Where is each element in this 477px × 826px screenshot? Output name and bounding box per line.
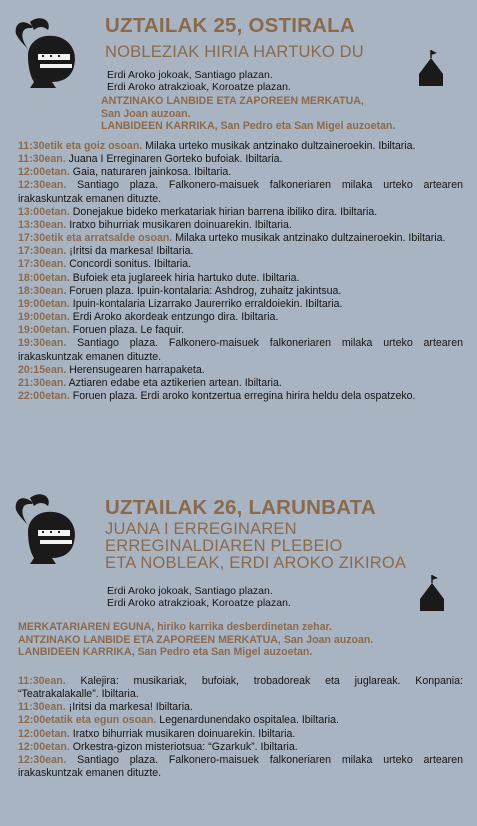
event-time: 18:00etan. — [18, 271, 70, 284]
event-description: ¡Iritsi da markesa! Ibiltaria. — [65, 701, 193, 714]
highlight-line: ANTZINAKO LANBIDE ETA ZAPOREEN MERKATUA, — [101, 95, 364, 107]
highlight-line: MERKATARIAREN EGUNA, hiriko karrika desberdinetan zehar. — [18, 621, 332, 633]
day2-locations — [107, 585, 291, 609]
event-entry — [18, 179, 463, 205]
event-description: Iratxo bihurriak musikaren doinuarekin. Ibiltaria. — [69, 727, 296, 740]
event-description: ¡Iritsi da markesa! Ibiltaria. — [66, 245, 194, 258]
tent-icon — [417, 48, 445, 88]
event-entry — [18, 245, 463, 258]
event-time: 13:30ean. — [18, 218, 67, 231]
day1-events-list — [18, 140, 463, 403]
knight-helmet-icon — [12, 492, 82, 564]
day1-highlights — [101, 95, 395, 133]
event-description: Foruen plaza. Le faquir. — [69, 324, 185, 337]
event-entry — [18, 337, 463, 363]
event-description: Concordi sonitus. Ibiltaria. — [66, 258, 192, 271]
subtitle-line: ETA NOBLEAK, ERDI AROKO ZIKIROA — [105, 554, 407, 572]
event-time: 12:00etan. — [18, 740, 70, 753]
event-description: Ipuin-kontalaria Lizarrako Jaurerriko erraldoiekin. Ibiltaria. — [69, 297, 343, 310]
event-entry — [18, 377, 463, 390]
event-time: 11:30ean. — [18, 675, 66, 687]
highlight-line: LANBIDEEN KARRIKA, San Pedro eta San Migel auzoetan. — [101, 120, 396, 133]
event-time: 19:00etan. — [18, 324, 70, 337]
event-entry — [18, 153, 463, 166]
event-description: Milaka urteko musikak antzinako dultzaineroekin. Ibiltaria. — [172, 232, 446, 245]
event-time: 12:30ean. — [18, 179, 67, 192]
event-description: Foruen plaza. Erdi aroko kontzertua erregina hirira heldu dela ospatzeko. — [69, 389, 416, 402]
event-description: Orkestra-gizon misteriotsua: “Gzarkuk”. Ibiltaria. — [69, 740, 298, 753]
day2-events-list — [18, 675, 463, 780]
event-entry — [18, 675, 463, 701]
event-description: Aztiaren edabe eta aztikerien artean. Ibiltaria. — [66, 376, 282, 389]
event-description: Legenardunendako ospitalea. Ibiltaria. — [156, 714, 339, 727]
event-description: Donejakue bideko merkatariak hirian barrena ibiliko dira. Ibiltaria. — [69, 205, 378, 218]
event-entry — [18, 285, 463, 298]
highlight-line: ANTZINAKO LANBIDE ETA ZAPOREEN MERKATUA, San Joan auzoan. — [18, 633, 374, 646]
location-line: Erdi Aroko jokoak, Santiago plazan. — [107, 69, 273, 81]
event-time: 12:00etatik eta egun osoan. — [18, 714, 157, 727]
event-entry — [18, 324, 463, 337]
event-time: 20:15ean. — [18, 363, 67, 376]
event-time: 22:00etan. — [18, 389, 70, 402]
day2-title: UZTAILAK 26, LARUNBATA — [105, 496, 376, 519]
event-entry — [18, 741, 463, 754]
subtitle-line: ERREGINALDIAREN PLEBEIO — [105, 537, 343, 555]
event-entry — [18, 232, 463, 245]
event-description: Gaia, naturaren jainkosa. Ibiltaria. — [69, 166, 232, 179]
event-time: 19:30ean. — [18, 337, 67, 350]
event-description: Milaka urteko musikak antzinako dultzaineroekin. Ibiltaria. — [142, 140, 416, 152]
day2-subtitle — [105, 521, 406, 572]
event-description: Santiago plaza. Falkonero-maisuek falkoneriaren milaka urteko artearen irakaskuntzak emanen dituzte. — [18, 753, 463, 780]
day1-title: UZTAILAK 25, OSTIRALA — [105, 14, 355, 37]
event-entry — [18, 166, 463, 179]
event-entry — [18, 219, 463, 232]
event-entry — [18, 701, 463, 714]
event-description: Erdi Aroko akordeak entzungo dira. Ibiltaria. — [69, 311, 279, 324]
event-time: 19:00etan. — [18, 311, 70, 324]
event-time: 12:00etan. — [18, 166, 70, 179]
event-time: 12:30ean. — [18, 753, 67, 766]
event-entry — [18, 728, 463, 741]
event-description: Kalejira: musikariak, bufoiak, trobadoreak eta juglareak. Konpania: “Teatrakalakalle”. Ibiltaria. — [18, 675, 463, 701]
event-description: Bufoiek eta juglareek hiria hartuko dute. Ibiltaria. — [69, 271, 300, 284]
event-time: 17:30ean. — [18, 245, 67, 258]
event-entry — [18, 298, 463, 311]
event-time: 17:30etik eta arratsalde osoan. — [18, 232, 173, 245]
location-line: Erdi Aroko atrakzioak, Koroatze plazan. — [107, 81, 291, 93]
event-description: Juana I Erreginaren Gorteko bufoiak. Ibiltaria. — [65, 153, 283, 166]
event-description: Santiago plaza. Falkonero-maisuek falkoneriaren milaka urteko artearen irakaskuntzak emanen dituzte. — [18, 179, 463, 205]
event-entry — [18, 714, 463, 727]
event-entry — [18, 272, 463, 285]
event-entry — [18, 390, 463, 403]
location-line: Erdi Aroko atrakzioak, Koroatze plazan. — [107, 597, 291, 609]
event-time: 12:00etan. — [18, 727, 70, 740]
event-time: 11:30ean. — [18, 153, 66, 166]
event-entry — [18, 140, 463, 153]
knight-helmet-icon — [12, 16, 82, 88]
event-description: Herensugearen harrapaketa. — [66, 363, 205, 376]
event-time: 17:30ean. — [18, 258, 67, 271]
event-time: 18:30ean. — [18, 284, 67, 297]
event-entry — [18, 311, 463, 324]
event-time: 11:30etik eta goiz osoan. — [18, 140, 143, 152]
event-description: Foruen plaza. Ipuin-kontalaria: Ashdrog, zuhaitz jakintsua. — [66, 284, 342, 297]
event-description: Santiago plaza. Falkonero-maisuek falkoneriaren milaka urteko artearen irakaskuntzak emanen dituzte. — [18, 337, 463, 363]
day1-subtitle: NOBLEZIAK HIRIA HARTUKO DU — [105, 43, 364, 61]
event-description: Iratxo bihurriak musikaren doinuarekin. Ibiltaria. — [66, 218, 292, 231]
event-entry — [18, 364, 463, 377]
event-time: 21:30ean. — [18, 376, 67, 389]
tent-icon — [418, 573, 446, 613]
day1-locations — [107, 69, 291, 93]
location-line: Erdi Aroko jokoak, Santiago plazan. — [107, 585, 273, 597]
highlight-line: San Joan auzoan. — [101, 107, 191, 120]
day2-highlights — [18, 621, 373, 659]
event-entry — [18, 754, 463, 780]
highlight-line: LANBIDEEN KARRIKA, San Pedro eta San Migel auzoetan. — [18, 646, 313, 659]
event-entry — [18, 206, 463, 219]
event-time: 11:30ean. — [18, 701, 66, 714]
event-time: 19:00etan. — [18, 297, 70, 310]
subtitle-line: JUANA I ERREGINAREN — [105, 520, 297, 538]
event-time: 13:00etan. — [18, 205, 70, 218]
event-entry — [18, 258, 463, 271]
